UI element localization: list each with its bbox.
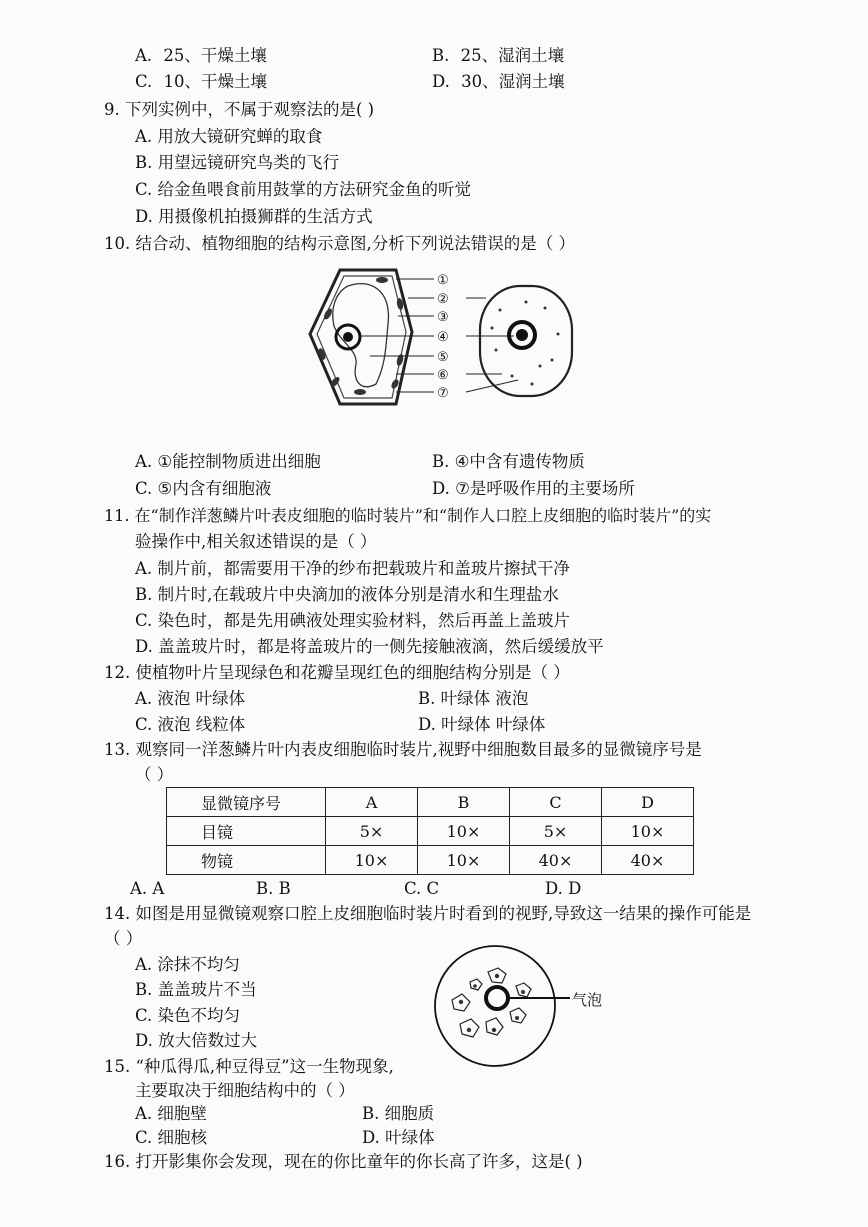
q15-stem-line2: 主要取决于细胞结构中的（ ）: [135, 1081, 355, 1100]
q8-option-c-text: 10、干燥土壤: [163, 72, 268, 91]
label-5: ⑤: [437, 350, 449, 365]
label-6: ⑥: [437, 368, 449, 383]
q8-option-b-letter: B.: [432, 46, 450, 65]
epithelial-cells: [452, 968, 531, 1037]
q13-option-a: A. A: [130, 879, 165, 898]
q9-stem: 9. 下列实例中，不属于观察法的是( ): [104, 100, 375, 119]
q8-option-c: [135, 71, 267, 93]
q10-stem: 10. 结合动、植物细胞的结构示意图,分析下列说法错误的是（ ）: [104, 234, 575, 253]
q8-option-d-letter: D.: [432, 72, 450, 91]
table-header-row: [167, 788, 694, 817]
q14-option-a: A. 涂抹不均匀: [135, 955, 240, 974]
q13-stem-line1: 13. 观察同一洋葱鳞片叶内表皮细胞临时装片,视野中细胞数目最多的显微镜序号是: [104, 740, 702, 759]
air-bubble: [486, 987, 508, 1009]
q8-option-a: [135, 45, 267, 67]
q11-option-c: C. 染色时，都是先用碘液处理实验材料，然后再盖上盖玻片: [135, 611, 571, 630]
q9-option-d: D. 用摄像机拍摄狮群的生活方式: [135, 207, 373, 226]
table-row: [167, 817, 694, 846]
q14-stem-line2: （ ）: [104, 929, 143, 948]
q10-option-c: C. ⑤内含有细胞液: [135, 479, 272, 498]
table-cell: 40×: [602, 846, 694, 875]
table-cell: 目镜: [167, 817, 326, 846]
table-cell: 40×: [510, 846, 602, 875]
q13-option-b: B. B: [256, 879, 291, 898]
q15-stem-line1: 15. “种瓜得瓜,种豆得豆”这一生物现象,: [104, 1057, 394, 1076]
q13-option-c: C. C: [404, 879, 440, 898]
q15-option-a: A. 细胞壁: [135, 1104, 207, 1123]
q11-option-b: B. 制片时,在载玻片中央滴加的液体分别是清水和生理盐水: [135, 585, 559, 604]
q8-option-b-text: 25、湿润土壤: [460, 46, 565, 65]
q8-option-a-text: 25、干燥土壤: [163, 46, 267, 65]
label-2: ②: [437, 292, 449, 307]
q11-stem-line2: 验操作中,相关叙述错误的是（ ）: [135, 532, 377, 551]
table-cell: 5×: [326, 817, 418, 846]
q15-option-d: D. 叶绿体: [362, 1128, 435, 1147]
q15-option-c: C. 细胞核: [135, 1128, 208, 1147]
q8-option-d: [432, 71, 565, 93]
table-header-cell: B: [418, 788, 510, 817]
table-row: [167, 846, 694, 875]
plant-nucleolus: [343, 332, 353, 342]
q13-stem-line2: （ ）: [135, 765, 174, 784]
animal-cytoplasm-dots: [491, 301, 560, 386]
microscope-table: [166, 787, 694, 875]
microscope-field-diagram: [430, 942, 630, 1072]
label-4: ④: [437, 330, 449, 345]
q12-option-b: B. 叶绿体 液泡: [418, 689, 529, 708]
q8-option-d-text: 30、湿润土壤: [461, 72, 565, 91]
table-header-cell: D: [602, 788, 694, 817]
q10-option-a: A. ①能控制物质进出细胞: [135, 452, 321, 471]
table-header-cell: A: [326, 788, 418, 817]
table-header-cell: 显微镜序号: [167, 788, 326, 817]
q8-option-a-letter: A.: [135, 46, 153, 65]
q15-option-b: B. 细胞质: [362, 1104, 435, 1123]
table-cell: 10×: [418, 817, 510, 846]
table-cell: 物镜: [167, 846, 326, 875]
q12-option-a: A. 液泡 叶绿体: [135, 689, 246, 708]
q12-stem: 12. 使植物叶片呈现绿色和花瓣呈现红色的细胞结构分别是（ ）: [104, 663, 570, 682]
q14-stem-line1: 14. 如图是用显微镜观察口腔上皮细胞临时装片时看到的视野,导致这一结果的操作可能是: [104, 904, 752, 923]
q14-option-b: B. 盖盖玻片不当: [135, 980, 257, 999]
q9-option-c: C. 给金鱼喂食前用鼓掌的方法研究金鱼的听觉: [135, 180, 472, 199]
q10-option-d: D. ⑦是呼吸作用的主要场所: [432, 479, 635, 498]
q14-option-c: C. 染色不均匀: [135, 1006, 241, 1025]
label-7: ⑦: [437, 386, 449, 401]
label-3: ③: [437, 310, 449, 325]
q11-option-a: A. 制片前，都需要用干净的纱布把载玻片和盖玻片擦拭干净: [135, 559, 570, 578]
q12-option-c: C. 液泡 线粒体: [135, 715, 246, 734]
q11-stem-line1: 11. 在“制作洋葱鳞片叶表皮细胞的临时装片”和“制作人口腔上皮细胞的临时装片”的实: [104, 506, 712, 525]
cell-structure-diagram: [300, 264, 600, 416]
q9-option-b: B. 用望远镜研究鸟类的飞行: [135, 153, 340, 172]
q13-option-d: D. D: [545, 879, 582, 898]
q16-stem: 16. 打开影集你会发现，现在的你比童年的你长高了许多，这是( ): [104, 1152, 583, 1171]
q8-option-c-letter: C.: [135, 72, 153, 91]
q8-option-b: [432, 45, 564, 67]
q14-option-d: D. 放大倍数过大: [135, 1031, 258, 1050]
bubble-label: 气泡: [572, 991, 603, 1009]
q11-option-d: D. 盖盖玻片时，都是将盖玻片的一侧先接触液滴，然后缓缓放平: [135, 637, 604, 656]
q12-option-d: D. 叶绿体 叶绿体: [418, 715, 546, 734]
table-cell: 10×: [418, 846, 510, 875]
q10-option-b: B. ④中含有遗传物质: [432, 452, 585, 471]
label-1: ①: [437, 273, 449, 288]
animal-nucleolus: [516, 329, 528, 341]
table-cell: 10×: [326, 846, 418, 875]
q9-option-a: A. 用放大镜研究蝉的取食: [135, 127, 323, 146]
table-header-cell: C: [510, 788, 602, 817]
table-cell: 10×: [602, 817, 694, 846]
table-cell: 5×: [510, 817, 602, 846]
